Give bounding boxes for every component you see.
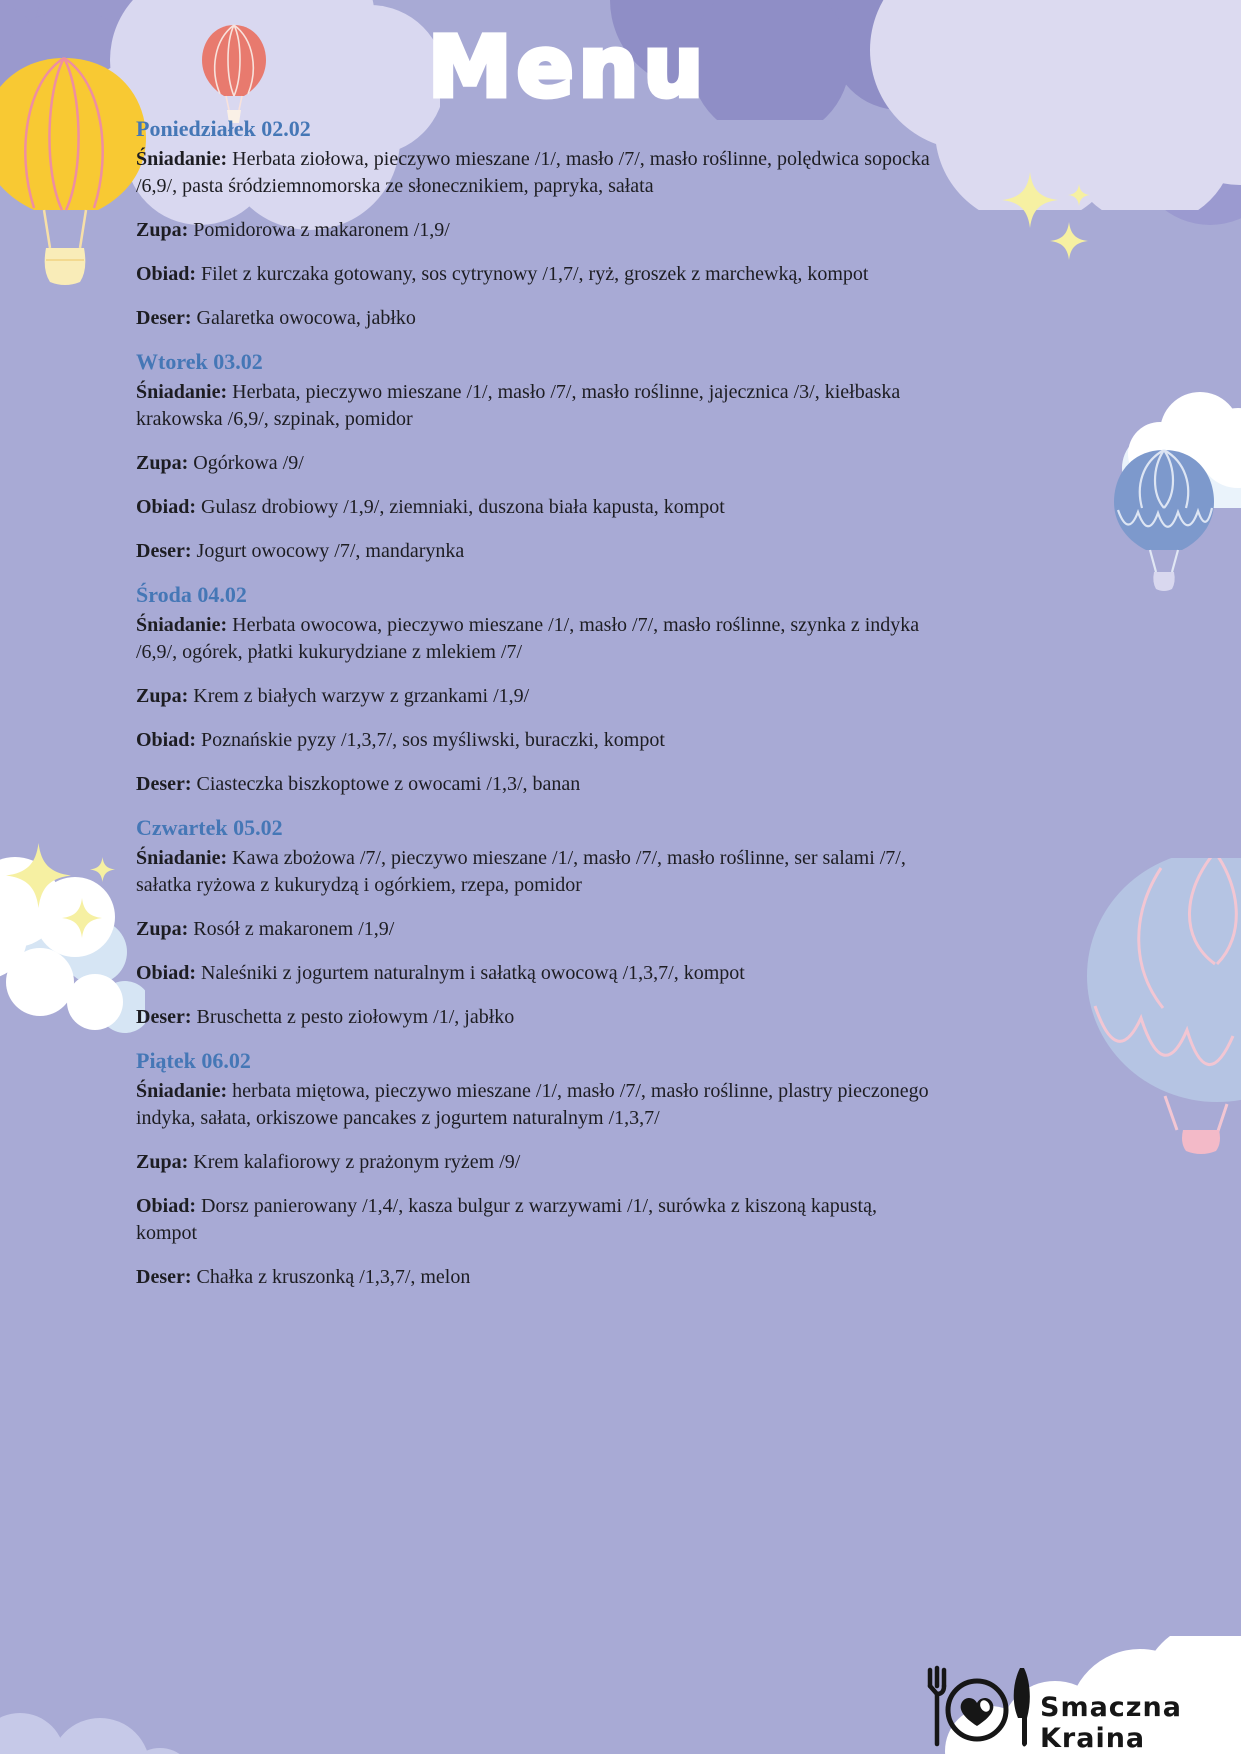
meal-label: Zupa: [136,685,189,707]
meal-dessert [136,1004,942,1031]
heart-icon [961,1698,994,1726]
meal-breakfast [136,1078,942,1132]
cloud-bottom-left [0,1698,180,1754]
meal-dessert [136,1264,942,1291]
meal-label: Śniadanie: [136,614,228,636]
meal-text: Jogurt owocowy /7/, mandarynka [196,540,465,562]
meal-text: Kawa zbożowa /7/, pieczywo mieszane /1/, masło /7/, masło roślinne, ser salami /7/, sałatka ryżowa z kukurydzą i ogórkiem, rzepa, pomidor [136,847,906,896]
meal-text: Poznańskie pyzy /1,3,7/, sos myśliwski, buraczki, kompot [201,729,665,751]
day-heading: Poniedziałek 02.02 [136,116,311,141]
meal-text: Chałka z kruszonką /1,3,7/, melon [196,1266,471,1288]
menu-content [136,116,942,1308]
day-heading: Środa 04.02 [136,582,247,607]
meal-label: Obiad: [136,962,197,984]
day-heading: Wtorek 03.02 [136,349,263,374]
fork-icon [930,1668,944,1744]
meal-label: Zupa: [136,918,189,940]
meal-text: Herbata ziołowa, pieczywo mieszane /1/, masło /7/, masło roślinne, polędwica sopocka /6,9/, pasta śródziemnomorska ze słonecznikiem, papryka, sałata [136,148,930,197]
sparkles-left [6,840,126,945]
day-heading: Piątek 06.02 [136,1048,251,1073]
meal-text: Rosół z makaronem /1,9/ [193,918,395,940]
meal-breakfast [136,379,942,433]
meal-breakfast [136,146,942,200]
hot-air-balloon-periwinkle [1065,858,1241,1168]
meal-label: Śniadanie: [136,381,228,403]
meal-text: herbata miętowa, pieczywo mieszane /1/, masło /7/, masło roślinne, plastry pieczonego indyka, sałata, orkiszowe pancakes z jogurtem naturalnym /1,3,7/ [136,1080,929,1129]
meal-soup [136,683,942,710]
meal-soup [136,1149,942,1176]
sparkles-top-right [1002,168,1102,263]
meal-label: Deser: [136,1006,192,1028]
meal-text: Naleśniki z jogurtem naturalnym i sałatką owocową /1,3,7/, kompot [201,962,745,984]
meal-text: Ogórkowa /9/ [193,452,304,474]
meal-text: Gulasz drobiowy /1,9/, ziemniaki, duszona biała kapusta, kompot [201,496,725,518]
meal-text: Krem kalafiorowy z prażonym ryżem /9/ [193,1151,521,1173]
meal-label: Obiad: [136,263,197,285]
meal-text: Herbata owocowa, pieczywo mieszane /1/, masło /7/, masło roślinne, szynka z indyka /6,9/, ogórek, płatki kukurydziane z mlekiem /7/ [136,614,920,663]
day-section-tuesday [136,349,942,565]
meal-dinner [136,261,942,288]
day-section-friday [136,1048,942,1291]
meal-text: Herbata, pieczywo mieszane /1/, masło /7/, masło roślinne, jajecznica /3/, kiełbaska krakowska /6,9/, szpinak, pomidor [136,381,901,430]
meal-dessert [136,538,942,565]
meal-text: Pomidorowa z makaronem /1,9/ [193,219,450,241]
day-section-wednesday [136,582,942,798]
meal-soup [136,450,942,477]
meal-dinner [136,960,942,987]
hot-air-balloon-blue [1108,446,1220,602]
meal-label: Śniadanie: [136,148,228,170]
meal-label: Zupa: [136,452,189,474]
meal-label: Śniadanie: [136,847,228,869]
meal-text: Ciasteczka biszkoptowe z owocami /1,3/, banan [196,773,581,795]
meal-dessert [136,305,942,332]
meal-label: Deser: [136,773,192,795]
day-section-thursday [136,815,942,1031]
meal-label: Deser: [136,1266,192,1288]
meal-label: Deser: [136,307,192,329]
meal-text: Galaretka owocowa, jabłko [196,307,416,329]
meal-label: Deser: [136,540,192,562]
meal-label: Obiad: [136,729,197,751]
meal-label: Obiad: [136,496,197,518]
meal-label: Zupa: [136,219,189,241]
meal-dinner [136,1193,942,1247]
knife-icon [1014,1668,1030,1747]
meal-label: Zupa: [136,1151,189,1173]
meal-text: Dorsz panierowany /1,4/, kasza bulgur z warzywami /1/, surówka z kiszoną kapustą, kompot [136,1195,877,1244]
brand-name: Smaczna Kraina [1040,1692,1182,1754]
page-title: Menu [428,18,709,116]
meal-dinner [136,727,942,754]
meal-soup [136,217,942,244]
day-heading: Czwartek 05.02 [136,815,283,840]
meal-breakfast [136,845,942,899]
meal-text: Krem z białych warzyw z grzankami /1,9/ [193,685,530,707]
meal-breakfast [136,612,942,666]
day-section-monday [136,116,942,332]
meal-label: Śniadanie: [136,1080,228,1102]
plate-heart-cutlery-icon [922,1664,1032,1750]
meal-text: Bruschetta z pesto ziołowym /1/, jabłko [196,1006,515,1028]
meal-label: Obiad: [136,1195,197,1217]
meal-dinner [136,494,942,521]
meal-soup [136,916,942,943]
meal-dessert [136,771,942,798]
meal-text: Filet z kurczaka gotowany, sos cytrynowy /1,7/, ryż, groszek z marchewką, kompot [201,263,869,285]
